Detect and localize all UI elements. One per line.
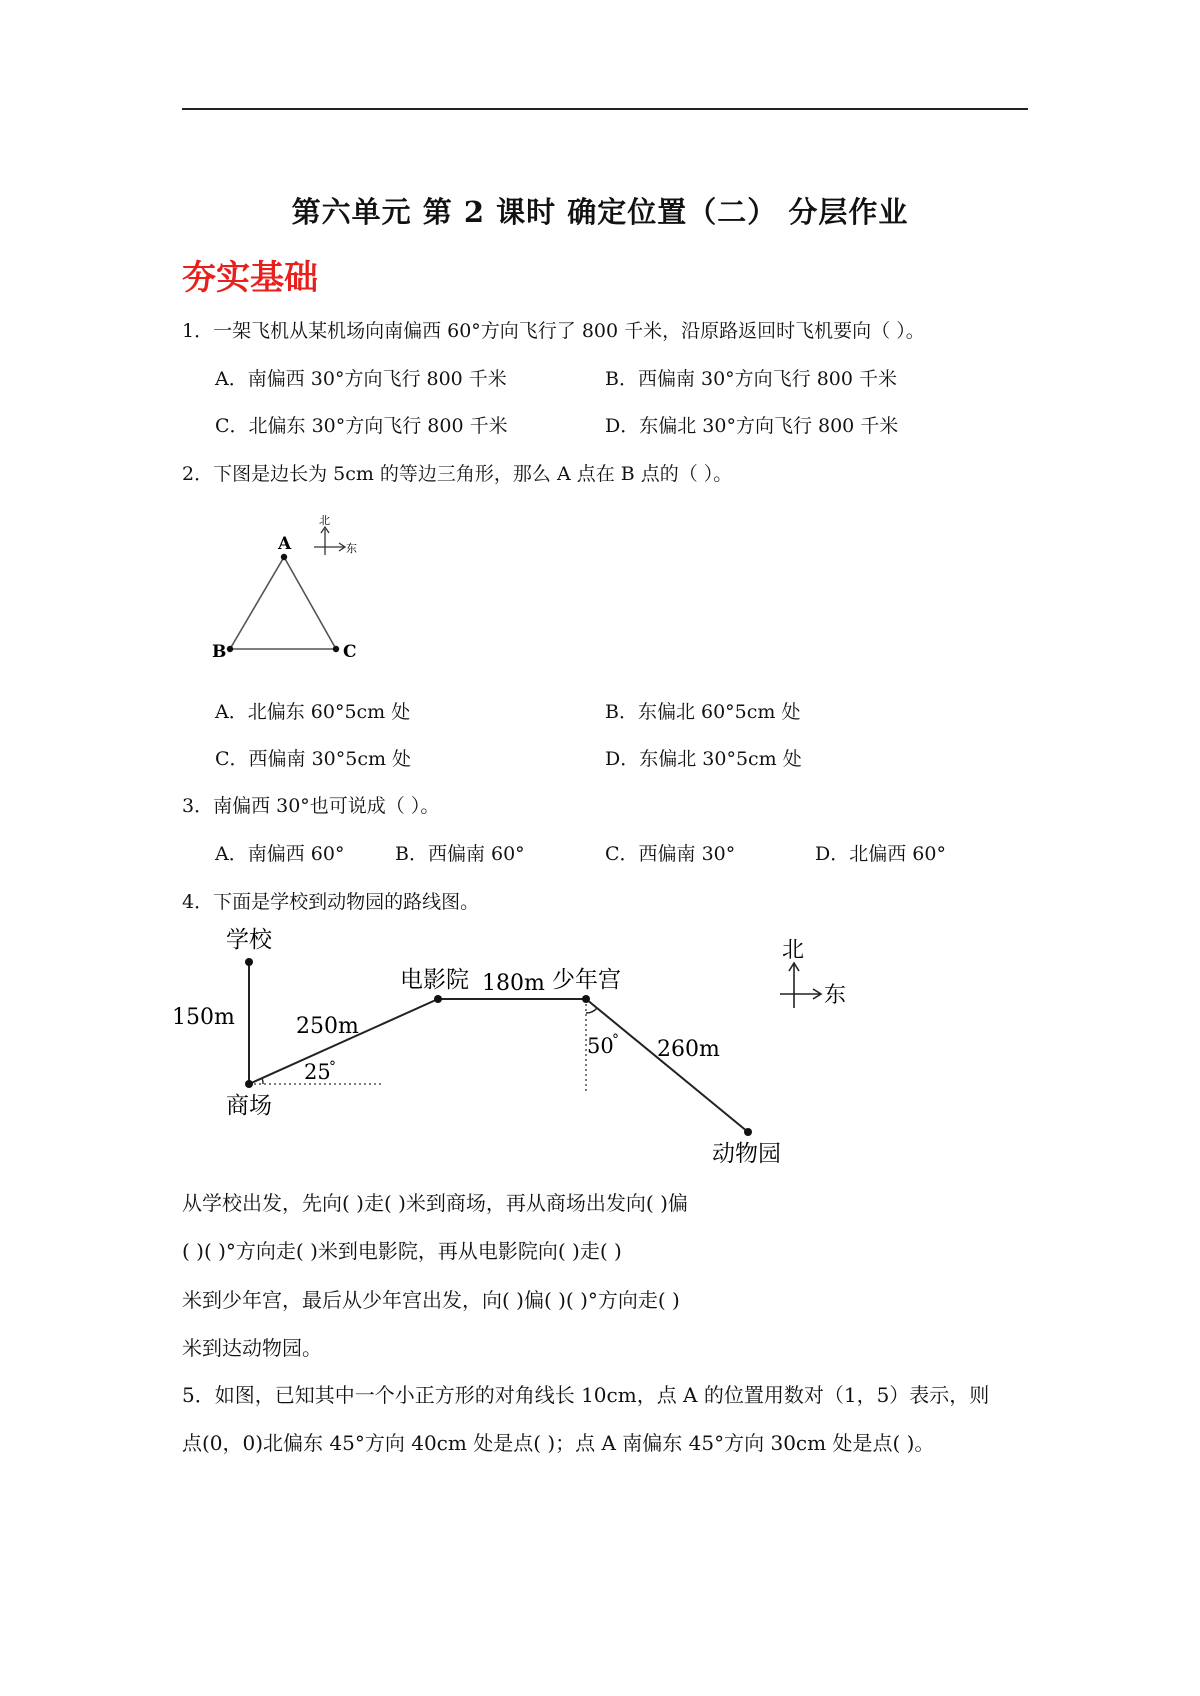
q3-option-b[interactable]: B．西偏南 60° (395, 843, 525, 865)
header-rule (182, 108, 1028, 110)
point-school (245, 958, 253, 966)
q2-option-a[interactable]: A．北偏东 60°5cm 处 (215, 701, 411, 723)
q4-stem: 4．下面是学校到动物园的路线图。 (182, 891, 480, 913)
compass-north-label: 北 (319, 514, 330, 527)
label-b: B (212, 642, 227, 662)
q1-option-d[interactable]: D．东偏北 30°方向飞行 800 千米 (605, 415, 899, 437)
angle-arc-palace (586, 1008, 597, 1013)
label-zoo: 动物园 (712, 1141, 781, 1167)
q3-option-a[interactable]: A．南偏西 60° (215, 843, 345, 865)
label-palace: 少年宫 (552, 967, 621, 993)
q5-line-1: 5．如图，已知其中一个小正方形的对角线长 10cm，点 A 的位置用数对（1，5）表示，则 (182, 1383, 990, 1407)
label-a: A (278, 534, 292, 554)
angle-degree-mall: ° (329, 1059, 336, 1075)
page-title: 第六单元 第 2 课时 确定位置（二） 分层作业 (291, 195, 909, 229)
q3-stem: 3．南偏西 30°也可说成（ ）。 (182, 795, 440, 817)
angle-arc-mall (262, 1078, 263, 1084)
q2-stem: 2．下图是边长为 5cm 的等边三角形，那么 A 点在 B 点的（ ）。 (182, 463, 733, 485)
route-mall-cinema (249, 999, 438, 1084)
q3-option-d[interactable]: D．北偏西 60° (815, 843, 946, 865)
map-compass-north-label: 北 (782, 938, 805, 963)
angle-label-palace: 50 (587, 1034, 614, 1058)
map-compass-east-label: 东 (824, 983, 847, 1008)
q2-option-d[interactable]: D．东偏北 30°5cm 处 (605, 748, 802, 770)
point-mall (245, 1080, 253, 1088)
angle-label-mall: 25 (304, 1060, 331, 1084)
q4-route-map (170, 920, 890, 1175)
distance-school-mall: 150m (172, 1005, 235, 1030)
q1-option-a[interactable]: A．南偏西 30°方向飞行 800 千米 (215, 368, 507, 390)
distance-palace-zoo: 260m (657, 1037, 720, 1062)
triangle-side-ab (230, 557, 284, 649)
q4-fill-line-4: 米到达动物园。 (182, 1336, 322, 1360)
q3-option-c[interactable]: C．西偏南 30° (605, 843, 736, 865)
point-zoo (744, 1128, 752, 1136)
q2-triangle-figure (200, 505, 380, 665)
point-a (281, 554, 287, 560)
q1-stem: 1．一架飞机从某机场向南偏西 60°方向飞行了 800 千米，沿原路返回时飞机要向（ ）。 (182, 320, 925, 342)
q1-option-b[interactable]: B．西偏南 30°方向飞行 800 千米 (605, 368, 898, 390)
label-mall: 商场 (226, 1093, 272, 1119)
q2-option-c[interactable]: C．西偏南 30°5cm 处 (215, 748, 412, 770)
distance-mall-cinema: 250m (296, 1014, 359, 1039)
distance-cinema-palace: 180m (482, 971, 545, 996)
angle-degree-palace: ° (612, 1032, 619, 1048)
q4-fill-line-1: 从学校出发，先向( )走( )米到商场，再从商场出发向( )偏 (182, 1191, 688, 1215)
q5-line-2: 点(0，0)北偏东 45°方向 40cm 处是点( )；点 A 南偏东 45°方向 30cm 处是点( )。 (182, 1431, 935, 1455)
section-heading: 夯实基础 (182, 258, 318, 298)
point-c (333, 646, 339, 652)
compass-east-label: 东 (346, 542, 357, 555)
q4-fill-line-2: ( )( )°方向走( )米到电影院，再从电影院向( )走( ) (182, 1239, 622, 1263)
q4-fill-line-3: 米到少年宫，最后从少年宫出发，向( )偏( )( )°方向走( ) (182, 1288, 680, 1312)
point-b (227, 646, 233, 652)
q1-option-c[interactable]: C．北偏东 30°方向飞行 800 千米 (215, 415, 508, 437)
point-cinema (434, 995, 442, 1003)
label-c: C (343, 642, 357, 662)
label-school: 学校 (226, 927, 272, 953)
label-cinema: 电影院 (400, 967, 469, 993)
point-palace (582, 995, 590, 1003)
triangle-side-ac (284, 557, 336, 649)
q2-option-b[interactable]: B．东偏北 60°5cm 处 (605, 701, 801, 723)
route-palace-zoo (586, 999, 748, 1132)
